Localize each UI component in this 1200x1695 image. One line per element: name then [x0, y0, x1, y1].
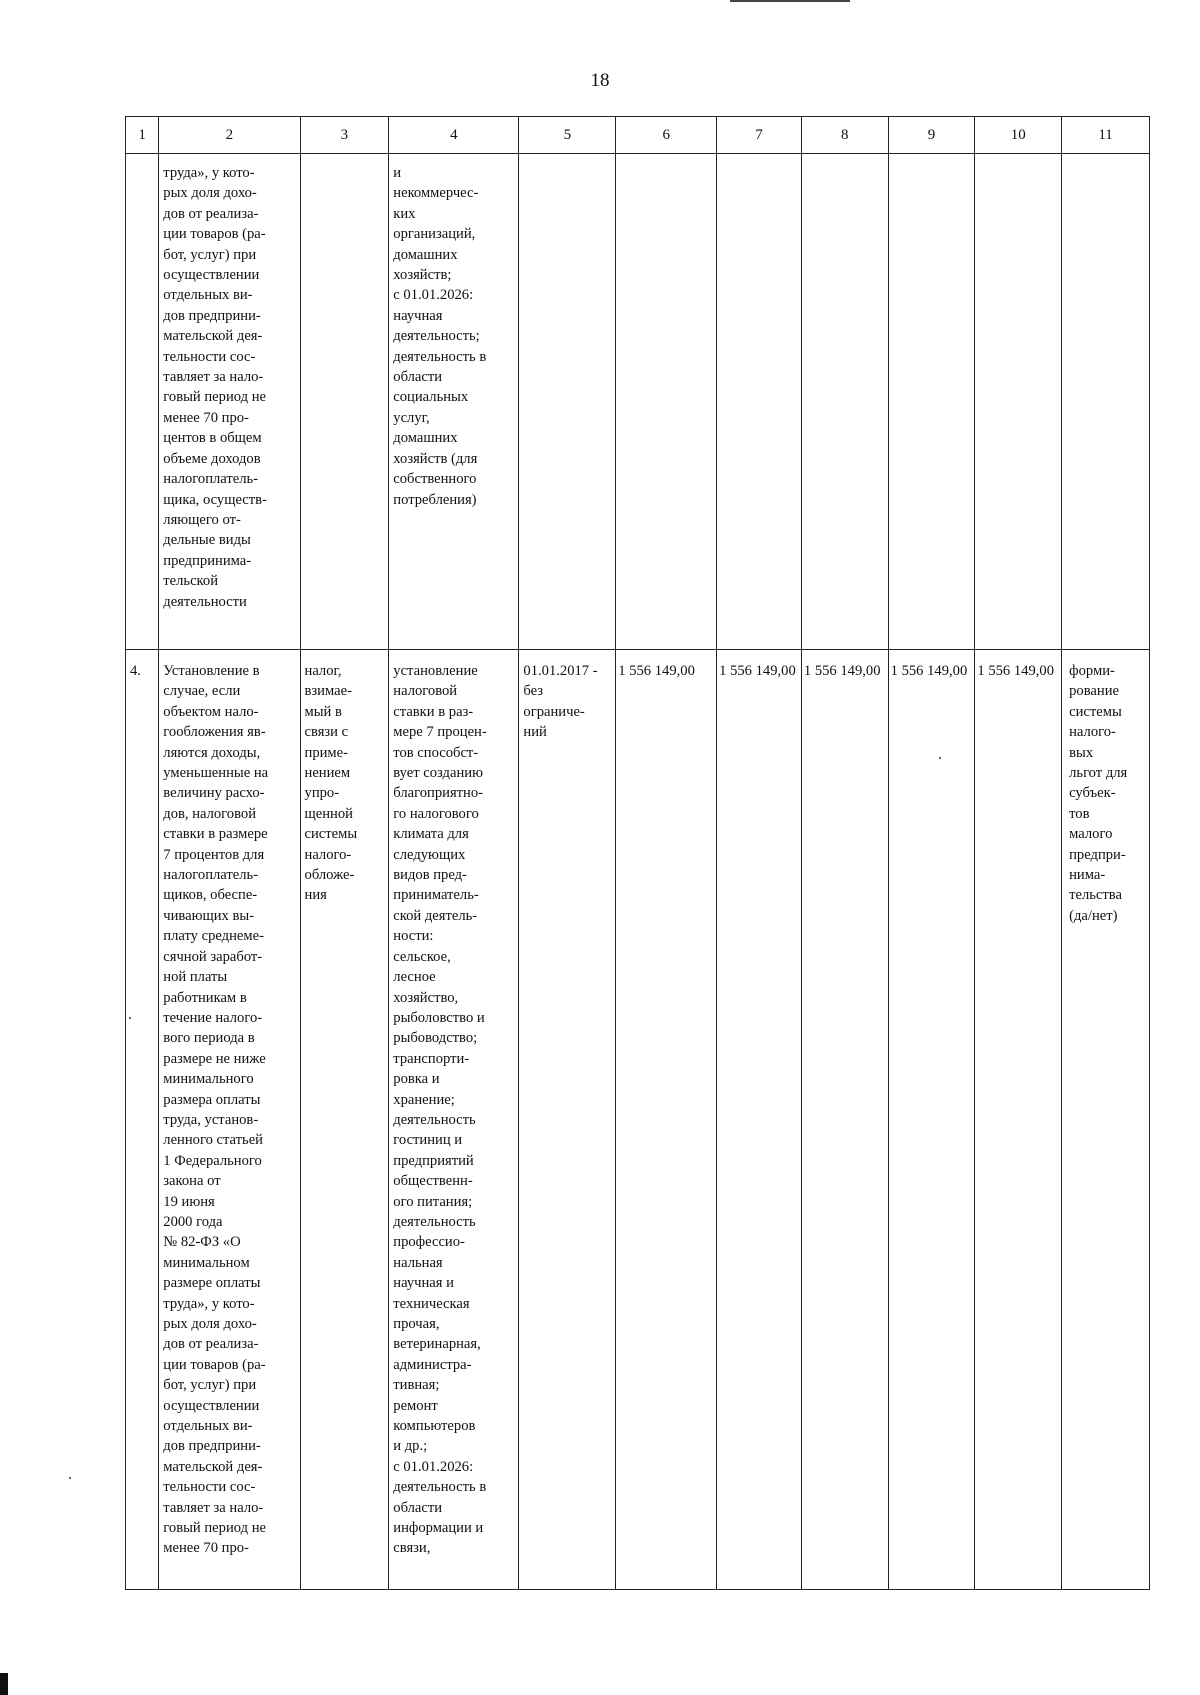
- text-line: ленного статьей: [163, 1132, 263, 1149]
- text-line: тов способст-: [393, 744, 479, 761]
- column-header: 8: [801, 117, 888, 154]
- cell-goal: [1062, 154, 1150, 650]
- text-line: налогоплатель-: [163, 471, 259, 488]
- text-line: ции товаров (ра-: [163, 226, 266, 243]
- text-line: домашних: [393, 430, 458, 447]
- cell-value-6: [616, 154, 717, 650]
- scan-top-rule: [730, 0, 850, 2]
- text-line: компьютеров: [393, 1418, 476, 1435]
- text-line: сельское,: [393, 948, 451, 965]
- text-line: обложе-: [304, 867, 355, 884]
- cell-value-8: [801, 154, 888, 650]
- text-line: хозяйство,: [393, 989, 459, 1006]
- text-line: и: [393, 165, 402, 181]
- text-line: хранение;: [393, 1091, 455, 1108]
- text-line: нима-: [1069, 867, 1106, 884]
- text-line: говый период не: [163, 389, 266, 406]
- text-line: объектом нало-: [163, 703, 259, 720]
- text-line: объеме доходов: [163, 450, 261, 467]
- text-line: домашних: [393, 246, 458, 263]
- text-line: деятельность;: [393, 328, 480, 345]
- text-line: рыболовство и: [393, 1009, 485, 1026]
- text-line: климата для: [393, 826, 469, 843]
- text-line: связи с: [304, 724, 349, 741]
- text-line: тавляет за нало-: [163, 1499, 264, 1516]
- cell-goal: [1062, 650, 1150, 1590]
- column-header: 11: [1062, 117, 1150, 154]
- text-line: тов: [1069, 805, 1090, 822]
- text-line: системы: [304, 826, 358, 843]
- text-line: бот, услуг) при: [163, 246, 257, 263]
- text-line: тивная;: [393, 1377, 440, 1394]
- text-line: некоммерчес-: [393, 185, 479, 202]
- benefits-table: [125, 116, 1150, 1590]
- text-line: 7 процентов для: [163, 846, 265, 863]
- cell-value-10: [975, 154, 1062, 650]
- text-line: минимальном: [163, 1254, 250, 1271]
- text-line: дов предприни-: [163, 307, 261, 324]
- text-line: вых: [1069, 744, 1094, 761]
- text-line: го налогового: [393, 805, 479, 822]
- text-line: потребления): [393, 491, 477, 508]
- text-line: администра-: [393, 1356, 472, 1373]
- text-line: хозяйств;: [393, 267, 452, 284]
- text-line: размере оплаты: [163, 1275, 261, 1292]
- text-line: связи,: [393, 1540, 431, 1557]
- column-header: 5: [519, 117, 616, 154]
- text-line: с 01.01.2026:: [393, 1458, 474, 1475]
- text-line: хозяйств (для: [393, 450, 478, 467]
- text-line: дов от реализа-: [163, 205, 259, 222]
- text-line: ремонт: [393, 1397, 438, 1414]
- text-line: прочая,: [393, 1316, 440, 1332]
- text-line: деятельность в: [393, 1479, 487, 1496]
- text-line: размере не ниже: [163, 1050, 266, 1067]
- text-line: установление: [393, 663, 478, 679]
- text-line: мательской дея-: [163, 328, 263, 345]
- text-line: ной платы: [163, 969, 228, 986]
- cell-number: [126, 154, 159, 650]
- text-line: труда, установ-: [163, 1111, 259, 1128]
- text-line: деятельность в: [393, 348, 487, 365]
- column-header: 3: [300, 117, 389, 154]
- text-line: труда», у кото-: [163, 1295, 255, 1312]
- cell-value-10: 1 556 149,00: [975, 650, 1062, 1590]
- text-line: дельные виды: [163, 532, 251, 549]
- column-header: 4: [389, 117, 519, 154]
- text-line: говый период не: [163, 1520, 266, 1537]
- text-line: бот, услуг) при: [163, 1377, 257, 1394]
- text-line: форми-: [1069, 663, 1115, 679]
- scan-corner-mark: [0, 1673, 8, 1695]
- text-line: вует созданию: [393, 765, 483, 782]
- text-line: деятельность: [393, 1213, 476, 1230]
- text-line: предпринима-: [163, 552, 252, 569]
- text-line: минимального: [163, 1071, 254, 1088]
- table-row-continuation: [126, 154, 1150, 650]
- text-line: мательской дея-: [163, 1458, 263, 1475]
- cell-value-9: 1 556 149,00: [888, 650, 975, 1590]
- table-header-row: [126, 117, 1150, 154]
- text-line: ний: [523, 724, 547, 741]
- text-line: чивающих вы-: [163, 907, 255, 924]
- text-line: ляются доходы,: [163, 744, 261, 761]
- text-line: тельской: [163, 573, 219, 590]
- cell-activities: [389, 154, 519, 650]
- text-line: научная: [393, 307, 443, 324]
- text-line: системы: [1069, 703, 1122, 720]
- text-line: отдельных ви-: [163, 1418, 253, 1435]
- text-line: ветеринарная,: [393, 1336, 481, 1353]
- text-line: тельства: [1069, 887, 1122, 904]
- text-line: отдельных ви-: [163, 287, 253, 304]
- text-line: информации и: [393, 1520, 484, 1537]
- text-line: ляющего от-: [163, 511, 241, 528]
- text-line: 1 Федерального: [163, 1152, 262, 1169]
- cell-value-9: [888, 154, 975, 650]
- column-header: 10: [975, 117, 1062, 154]
- text-line: вого периода в: [163, 1030, 255, 1047]
- cell-benefit-description: [159, 154, 300, 650]
- text-line: ности:: [393, 928, 434, 945]
- cell-period: [519, 154, 616, 650]
- text-line: 01.01.2017 -: [523, 663, 598, 679]
- text-line: (да/нет): [1069, 907, 1118, 924]
- cell-tax-type: [300, 650, 389, 1590]
- text-line: организаций,: [393, 226, 476, 243]
- column-header: 7: [717, 117, 802, 154]
- text-line: сячной заработ-: [163, 948, 263, 965]
- text-line: щика, осуществ-: [163, 491, 267, 508]
- text-line: ставки в размере: [163, 826, 268, 843]
- text-line: деятельности: [163, 593, 247, 610]
- text-line: уменьшенные на: [163, 765, 269, 782]
- cell-value-8: 1 556 149,00: [801, 650, 888, 1590]
- text-line: налог,: [304, 663, 342, 679]
- text-line: тельности сос-: [163, 1479, 256, 1496]
- text-line: налого-: [1069, 724, 1116, 741]
- text-line: ции товаров (ра-: [163, 1356, 266, 1373]
- text-line: № 82-ФЗ «О: [163, 1234, 241, 1251]
- text-line: благоприятно-: [393, 785, 483, 802]
- text-line: взимае-: [304, 683, 352, 700]
- text-line: транспорти-: [393, 1050, 470, 1067]
- text-line: 2000 года: [163, 1213, 223, 1230]
- text-line: плату среднеме-: [163, 928, 264, 945]
- text-line: малого: [1069, 826, 1113, 843]
- cell-value-6: 1 556 149,00: [616, 650, 717, 1590]
- text-line: осуществлении: [163, 1397, 260, 1414]
- text-line: течение налого-: [163, 1009, 263, 1026]
- text-line: льгот для: [1069, 765, 1128, 782]
- text-line: рых доля дохо-: [163, 1316, 257, 1332]
- text-line: ставки в раз-: [393, 703, 474, 720]
- text-line: области: [393, 1499, 443, 1516]
- text-line: ния: [304, 887, 327, 904]
- text-line: налоговой: [393, 683, 458, 700]
- text-line: мый в: [304, 703, 342, 720]
- text-line: мере 7 процен-: [393, 724, 487, 741]
- text-line: ограниче-: [523, 703, 585, 720]
- text-line: рыбоводство;: [393, 1030, 478, 1047]
- text-line: тельности сос-: [163, 348, 256, 365]
- cell-number: 4.: [126, 650, 159, 1590]
- text-line: предприятий: [393, 1152, 474, 1169]
- text-line: субъек-: [1069, 785, 1116, 802]
- cell-value-7: 1 556 149,00: [717, 650, 802, 1590]
- text-line: щенной: [304, 805, 353, 822]
- text-line: закона от: [163, 1173, 221, 1190]
- text-line: налого-: [304, 846, 352, 863]
- text-line: деятельность: [393, 1111, 476, 1128]
- text-line: величину расхо-: [163, 785, 265, 802]
- page-number: 18: [590, 70, 610, 91]
- text-line: менее 70 про-: [163, 409, 249, 426]
- text-line: с 01.01.2026:: [393, 287, 474, 304]
- text-line: собственного: [393, 471, 477, 488]
- text-line: работникам в: [163, 989, 247, 1006]
- column-header: 1: [126, 117, 159, 154]
- cell-tax-type: [300, 154, 389, 650]
- text-line: налогоплатель-: [163, 867, 259, 884]
- text-line: видов пред-: [393, 867, 467, 884]
- cell-period: [519, 650, 616, 1590]
- text-line: без: [523, 683, 544, 700]
- text-line: осуществлении: [163, 267, 260, 284]
- column-header: 9: [888, 117, 975, 154]
- text-line: дов от реализа-: [163, 1336, 259, 1353]
- text-line: социальных: [393, 389, 469, 406]
- text-line: научная и: [393, 1275, 454, 1292]
- text-line: лесное: [393, 969, 436, 986]
- scan-speck: [69, 1477, 71, 1479]
- cell-benefit-description: [159, 650, 300, 1590]
- text-line: ровка и: [393, 1071, 440, 1088]
- text-line: нальная: [393, 1254, 443, 1271]
- text-line: упро-: [304, 785, 340, 802]
- text-line: размера оплаты: [163, 1091, 261, 1108]
- text-line: менее 70 про-: [163, 1540, 249, 1557]
- text-line: Установление в: [163, 663, 260, 679]
- text-line: общественн-: [393, 1173, 473, 1190]
- text-line: области: [393, 369, 443, 386]
- cell-activities: [389, 650, 519, 1590]
- text-line: 19 июня: [163, 1193, 215, 1210]
- text-line: дов, налоговой: [163, 805, 257, 822]
- text-line: ких: [393, 205, 416, 222]
- text-line: ого питания;: [393, 1193, 473, 1210]
- text-line: следующих: [393, 846, 466, 863]
- text-line: техническая: [393, 1295, 470, 1312]
- table-row-4: [126, 650, 1150, 1590]
- text-line: и др.;: [393, 1438, 428, 1455]
- column-header: 2: [159, 117, 300, 154]
- text-line: гостиниц и: [393, 1132, 463, 1149]
- text-line: рых доля дохо-: [163, 185, 257, 202]
- text-line: ской деятель-: [393, 907, 478, 924]
- text-line: дов предприни-: [163, 1438, 261, 1455]
- text-line: щиков, обеспе-: [163, 887, 258, 904]
- text-line: услуг,: [393, 409, 430, 426]
- text-line: рование: [1069, 683, 1119, 700]
- text-line: приниматель-: [393, 887, 479, 904]
- text-line: профессио-: [393, 1234, 465, 1251]
- text-line: нением: [304, 765, 351, 782]
- text-line: гообложения яв-: [163, 724, 266, 741]
- text-line: тавляет за нало-: [163, 369, 264, 386]
- text-line: труда», у кото-: [163, 165, 255, 181]
- text-line: случае, если: [163, 683, 241, 700]
- text-line: центов в общем: [163, 430, 262, 447]
- column-header: 6: [616, 117, 717, 154]
- cell-value-7: [717, 154, 802, 650]
- text-line: предпри-: [1069, 846, 1126, 863]
- text-line: приме-: [304, 744, 349, 761]
